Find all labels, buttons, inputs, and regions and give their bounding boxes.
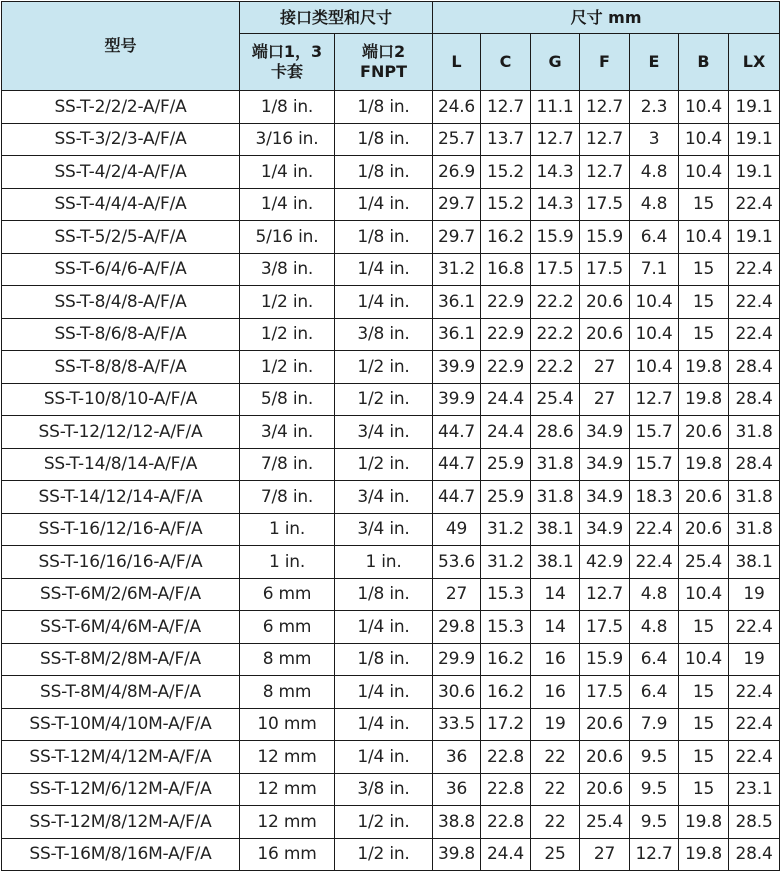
port2-cell: 3/4 in. (335, 416, 433, 449)
dim-e-cell: 7.1 (630, 253, 679, 286)
port1-cell: 3/8 in. (240, 253, 335, 286)
dim-g-cell: 28.6 (531, 416, 580, 449)
model-cell: SS-T-8M/4/8M-A/F/A (2, 676, 240, 709)
dim-b-cell: 19.8 (679, 351, 729, 384)
model-cell: SS-T-14/8/14-A/F/A (2, 448, 240, 481)
header-dim-g: G (531, 34, 580, 91)
dim-lx-cell: 19 (729, 643, 780, 676)
dim-c-cell: 16.2 (481, 643, 531, 676)
model-cell: SS-T-8M/2/8M-A/F/A (2, 643, 240, 676)
dim-lx-cell: 28.5 (729, 806, 780, 839)
port1-cell: 8 mm (240, 676, 335, 709)
model-cell: SS-T-8/6/8-A/F/A (2, 318, 240, 351)
dim-e-cell: 9.5 (630, 806, 679, 839)
dim-c-cell: 13.7 (481, 123, 531, 156)
dim-l-cell: 26.9 (433, 156, 481, 189)
dim-l-cell: 53.6 (433, 546, 481, 579)
port2-cell: 1/4 in. (335, 253, 433, 286)
dim-c-cell: 22.8 (481, 773, 531, 806)
dim-g-cell: 15.9 (531, 221, 580, 254)
model-cell: SS-T-6/4/6-A/F/A (2, 253, 240, 286)
port1-cell: 1/2 in. (240, 286, 335, 319)
dim-g-cell: 31.8 (531, 481, 580, 514)
table-row (2, 773, 780, 806)
dim-e-cell: 2.3 (630, 91, 679, 124)
port2-cell: 3/8 in. (335, 318, 433, 351)
port1-cell: 5/8 in. (240, 383, 335, 416)
table-row (2, 156, 780, 189)
dim-b-cell: 15 (679, 188, 729, 221)
dim-lx-cell: 19.1 (729, 221, 780, 254)
port1-cell: 1/4 in. (240, 188, 335, 221)
dim-c-cell: 17.2 (481, 708, 531, 741)
table-row (2, 643, 780, 676)
dim-f-cell: 34.9 (580, 416, 630, 449)
dim-f-cell: 17.5 (580, 188, 630, 221)
header-dim-b: B (679, 34, 729, 91)
port2-cell: 1/4 in. (335, 676, 433, 709)
dim-c-cell: 22.8 (481, 806, 531, 839)
dim-g-cell: 38.1 (531, 513, 580, 546)
port2-cell: 1/2 in. (335, 383, 433, 416)
port1-cell: 12 mm (240, 741, 335, 774)
dim-g-cell: 16 (531, 643, 580, 676)
dim-l-cell: 44.7 (433, 416, 481, 449)
dim-e-cell: 22.4 (630, 546, 679, 579)
dim-g-cell: 22.2 (531, 351, 580, 384)
dim-g-cell: 31.8 (531, 448, 580, 481)
dim-lx-cell: 28.4 (729, 383, 780, 416)
dim-f-cell: 17.5 (580, 611, 630, 644)
dim-f-cell: 25.4 (580, 806, 630, 839)
port2-cell: 1/4 in. (335, 286, 433, 319)
header-dim-l: L (433, 34, 481, 91)
port2-cell: 1/4 in. (335, 708, 433, 741)
dim-l-cell: 44.7 (433, 481, 481, 514)
dim-g-cell: 25.4 (531, 383, 580, 416)
port2-cell: 1/2 in. (335, 351, 433, 384)
dim-l-cell: 31.2 (433, 253, 481, 286)
dim-f-cell: 15.9 (580, 643, 630, 676)
dim-f-cell: 42.9 (580, 546, 630, 579)
dim-b-cell: 25.4 (679, 546, 729, 579)
dim-l-cell: 39.8 (433, 838, 481, 871)
port1-cell: 16 mm (240, 838, 335, 871)
port1-cell: 1 in. (240, 546, 335, 579)
dim-l-cell: 27 (433, 578, 481, 611)
port1-cell: 1/2 in. (240, 318, 335, 351)
dim-lx-cell: 22.4 (729, 708, 780, 741)
dim-e-cell: 12.7 (630, 838, 679, 871)
port1-cell: 8 mm (240, 643, 335, 676)
port1-cell: 12 mm (240, 773, 335, 806)
dim-e-cell: 9.5 (630, 773, 679, 806)
dim-e-cell: 6.4 (630, 676, 679, 709)
dim-f-cell: 20.6 (580, 708, 630, 741)
dim-c-cell: 12.7 (481, 91, 531, 124)
dim-l-cell: 36 (433, 773, 481, 806)
port2-cell: 1/2 in. (335, 806, 433, 839)
dim-lx-cell: 19 (729, 578, 780, 611)
model-cell: SS-T-16M/8/16M-A/F/A (2, 838, 240, 871)
dim-l-cell: 29.7 (433, 188, 481, 221)
dim-g-cell: 22.2 (531, 286, 580, 319)
dim-lx-cell: 23.1 (729, 773, 780, 806)
port1-cell: 3/16 in. (240, 123, 335, 156)
dim-lx-cell: 22.4 (729, 676, 780, 709)
dim-f-cell: 15.9 (580, 221, 630, 254)
port1-cell: 6 mm (240, 611, 335, 644)
port1-cell: 3/4 in. (240, 416, 335, 449)
model-cell: SS-T-8/4/8-A/F/A (2, 286, 240, 319)
table-row (2, 286, 780, 319)
dim-f-cell: 17.5 (580, 676, 630, 709)
dim-f-cell: 27 (580, 351, 630, 384)
dim-f-cell: 20.6 (580, 773, 630, 806)
dim-lx-cell: 28.4 (729, 838, 780, 871)
model-cell: SS-T-6M/4/6M-A/F/A (2, 611, 240, 644)
table-row (2, 708, 780, 741)
header-dim-f: F (580, 34, 630, 91)
model-cell: SS-T-4/2/4-A/F/A (2, 156, 240, 189)
dim-f-cell: 34.9 (580, 448, 630, 481)
dim-lx-cell: 22.4 (729, 253, 780, 286)
port2-cell: 1/8 in. (335, 91, 433, 124)
table-row (2, 416, 780, 449)
dim-e-cell: 12.7 (630, 383, 679, 416)
port1-cell: 7/8 in. (240, 481, 335, 514)
dim-g-cell: 25 (531, 838, 580, 871)
dim-e-cell: 9.5 (630, 741, 679, 774)
dim-e-cell: 4.8 (630, 156, 679, 189)
dim-c-cell: 15.2 (481, 156, 531, 189)
model-cell: SS-T-10/8/10-A/F/A (2, 383, 240, 416)
model-cell: SS-T-2/2/2-A/F/A (2, 91, 240, 124)
model-cell: SS-T-12M/4/12M-A/F/A (2, 741, 240, 774)
dim-e-cell: 22.4 (630, 513, 679, 546)
table-row (2, 611, 780, 644)
port1-cell: 1 in. (240, 513, 335, 546)
dim-lx-cell: 38.1 (729, 546, 780, 579)
port2-cell: 3/8 in. (335, 773, 433, 806)
dim-l-cell: 38.8 (433, 806, 481, 839)
dim-c-cell: 24.4 (481, 838, 531, 871)
dim-lx-cell: 22.4 (729, 188, 780, 221)
dim-f-cell: 12.7 (580, 578, 630, 611)
header-dim-lx: LX (729, 34, 780, 91)
dim-lx-cell: 22.4 (729, 318, 780, 351)
dim-lx-cell: 19.1 (729, 91, 780, 124)
model-cell: SS-T-12M/8/12M-A/F/A (2, 806, 240, 839)
header-dimension-group: 尺寸 mm (433, 2, 780, 34)
dim-lx-cell: 22.4 (729, 741, 780, 774)
dim-c-cell: 31.2 (481, 513, 531, 546)
dim-l-cell: 36.1 (433, 286, 481, 319)
dim-lx-cell: 28.4 (729, 448, 780, 481)
dim-c-cell: 25.9 (481, 448, 531, 481)
dim-l-cell: 29.9 (433, 643, 481, 676)
header-dim-c: C (481, 34, 531, 91)
dim-c-cell: 15.2 (481, 188, 531, 221)
table-row (2, 676, 780, 709)
dim-l-cell: 49 (433, 513, 481, 546)
dim-c-cell: 16.8 (481, 253, 531, 286)
dim-lx-cell: 31.8 (729, 513, 780, 546)
dim-g-cell: 14 (531, 611, 580, 644)
header-port1 (240, 34, 335, 91)
dim-b-cell: 15 (679, 318, 729, 351)
dim-f-cell: 12.7 (580, 91, 630, 124)
table-row (2, 221, 780, 254)
dim-b-cell: 19.8 (679, 383, 729, 416)
port2-cell: 1/4 in. (335, 741, 433, 774)
header-port-group: 接口类型和尺寸 (240, 2, 433, 34)
dim-b-cell: 10.4 (679, 91, 729, 124)
table-row (2, 253, 780, 286)
dim-c-cell: 25.9 (481, 481, 531, 514)
dim-g-cell: 22 (531, 741, 580, 774)
port2-cell: 1/8 in. (335, 221, 433, 254)
port2-cell: 3/4 in. (335, 481, 433, 514)
dim-b-cell: 15 (679, 253, 729, 286)
port1-cell: 1/2 in. (240, 351, 335, 384)
dim-e-cell: 7.9 (630, 708, 679, 741)
dim-e-cell: 6.4 (630, 221, 679, 254)
dim-g-cell: 38.1 (531, 546, 580, 579)
dim-g-cell: 19 (531, 708, 580, 741)
dim-lx-cell: 19.1 (729, 123, 780, 156)
dim-b-cell: 20.6 (679, 416, 729, 449)
port2-cell: 1/2 in. (335, 838, 433, 871)
dim-lx-cell: 22.4 (729, 611, 780, 644)
dim-lx-cell: 22.4 (729, 286, 780, 319)
table-row (2, 318, 780, 351)
dim-e-cell: 18.3 (630, 481, 679, 514)
dim-e-cell: 3 (630, 123, 679, 156)
dim-g-cell: 22 (531, 773, 580, 806)
dim-g-cell: 17.5 (531, 253, 580, 286)
table-body (2, 91, 780, 871)
model-cell: SS-T-16/16/16-A/F/A (2, 546, 240, 579)
dim-b-cell: 19.8 (679, 806, 729, 839)
dim-f-cell: 20.6 (580, 741, 630, 774)
port2-cell: 1/4 in. (335, 188, 433, 221)
dim-g-cell: 16 (531, 676, 580, 709)
port2-cell: 3/4 in. (335, 513, 433, 546)
model-cell: SS-T-16/12/16-A/F/A (2, 513, 240, 546)
model-cell: SS-T-12M/6/12M-A/F/A (2, 773, 240, 806)
dim-f-cell: 27 (580, 838, 630, 871)
dim-e-cell: 15.7 (630, 448, 679, 481)
dim-l-cell: 29.7 (433, 221, 481, 254)
dim-c-cell: 22.9 (481, 318, 531, 351)
dim-b-cell: 10.4 (679, 578, 729, 611)
dim-f-cell: 34.9 (580, 481, 630, 514)
dim-l-cell: 25.7 (433, 123, 481, 156)
dim-b-cell: 10.4 (679, 221, 729, 254)
dim-lx-cell: 31.8 (729, 416, 780, 449)
table-row (2, 188, 780, 221)
port1-cell: 5/16 in. (240, 221, 335, 254)
dim-g-cell: 22 (531, 806, 580, 839)
dim-g-cell: 14 (531, 578, 580, 611)
dim-lx-cell: 31.8 (729, 481, 780, 514)
dim-b-cell: 10.4 (679, 156, 729, 189)
dim-b-cell: 10.4 (679, 643, 729, 676)
port2-cell: 1/8 in. (335, 156, 433, 189)
model-cell: SS-T-5/2/5-A/F/A (2, 221, 240, 254)
dim-b-cell: 15 (679, 611, 729, 644)
port2-cell: 1/8 in. (335, 643, 433, 676)
table-row (2, 578, 780, 611)
dim-l-cell: 36 (433, 741, 481, 774)
header-port2 (335, 34, 433, 91)
port1-cell: 7/8 in. (240, 448, 335, 481)
dim-g-cell: 12.7 (531, 123, 580, 156)
dim-lx-cell: 19.1 (729, 156, 780, 189)
dim-c-cell: 15.3 (481, 578, 531, 611)
header-model: 型号 (2, 2, 240, 91)
header-port1-line2: 卡套 (270, 62, 303, 81)
dim-b-cell: 15 (679, 708, 729, 741)
dim-e-cell: 10.4 (630, 351, 679, 384)
port2-cell: 1/2 in. (335, 448, 433, 481)
dim-f-cell: 20.6 (580, 286, 630, 319)
table-row (2, 351, 780, 384)
table-row (2, 806, 780, 839)
dim-f-cell: 20.6 (580, 318, 630, 351)
table-row (2, 838, 780, 871)
model-cell: SS-T-4/4/4-A/F/A (2, 188, 240, 221)
dim-b-cell: 19.8 (679, 448, 729, 481)
header-dim-e: E (630, 34, 679, 91)
dim-f-cell: 12.7 (580, 123, 630, 156)
dim-b-cell: 15 (679, 286, 729, 319)
dim-c-cell: 31.2 (481, 546, 531, 579)
dim-g-cell: 14.3 (531, 156, 580, 189)
dim-e-cell: 6.4 (630, 643, 679, 676)
dim-g-cell: 14.3 (531, 188, 580, 221)
header-port2-line1: 端口2 (361, 42, 406, 61)
dim-e-cell: 4.8 (630, 578, 679, 611)
dim-c-cell: 22.9 (481, 351, 531, 384)
dim-l-cell: 39.9 (433, 351, 481, 384)
port1-cell: 6 mm (240, 578, 335, 611)
dim-f-cell: 12.7 (580, 156, 630, 189)
model-cell: SS-T-14/12/14-A/F/A (2, 481, 240, 514)
dim-b-cell: 15 (679, 741, 729, 774)
table-row (2, 741, 780, 774)
header-port2-line2: FNPT (360, 62, 407, 81)
dim-l-cell: 44.7 (433, 448, 481, 481)
model-cell: SS-T-12/12/12-A/F/A (2, 416, 240, 449)
dim-l-cell: 29.8 (433, 611, 481, 644)
table-header (2, 2, 780, 91)
dim-c-cell: 24.4 (481, 383, 531, 416)
table-row (2, 481, 780, 514)
dim-l-cell: 24.6 (433, 91, 481, 124)
header-port1-line1: 端口1，3 (251, 42, 323, 61)
dim-c-cell: 16.2 (481, 221, 531, 254)
port1-cell: 10 mm (240, 708, 335, 741)
dim-b-cell: 19.8 (679, 838, 729, 871)
dim-c-cell: 16.2 (481, 676, 531, 709)
model-cell: SS-T-6M/2/6M-A/F/A (2, 578, 240, 611)
model-cell: SS-T-8/8/8-A/F/A (2, 351, 240, 384)
dim-b-cell: 20.6 (679, 481, 729, 514)
port2-cell: 1 in. (335, 546, 433, 579)
dim-e-cell: 10.4 (630, 318, 679, 351)
dim-b-cell: 15 (679, 773, 729, 806)
table-row (2, 546, 780, 579)
dim-e-cell: 4.8 (630, 188, 679, 221)
dim-c-cell: 22.8 (481, 741, 531, 774)
dim-e-cell: 15.7 (630, 416, 679, 449)
dim-l-cell: 36.1 (433, 318, 481, 351)
dim-b-cell: 15 (679, 676, 729, 709)
dim-c-cell: 22.9 (481, 286, 531, 319)
spec-table (1, 1, 780, 871)
table-row (2, 448, 780, 481)
dim-g-cell: 22.2 (531, 318, 580, 351)
dim-e-cell: 4.8 (630, 611, 679, 644)
dim-b-cell: 20.6 (679, 513, 729, 546)
port2-cell: 1/8 in. (335, 123, 433, 156)
table-row (2, 91, 780, 124)
dim-l-cell: 39.9 (433, 383, 481, 416)
dim-lx-cell: 28.4 (729, 351, 780, 384)
table-row (2, 513, 780, 546)
model-cell: SS-T-3/2/3-A/F/A (2, 123, 240, 156)
port1-cell: 1/8 in. (240, 91, 335, 124)
dim-c-cell: 24.4 (481, 416, 531, 449)
dim-f-cell: 34.9 (580, 513, 630, 546)
dim-l-cell: 33.5 (433, 708, 481, 741)
port1-cell: 1/4 in. (240, 156, 335, 189)
table-row (2, 383, 780, 416)
port2-cell: 1/8 in. (335, 578, 433, 611)
dim-g-cell: 11.1 (531, 91, 580, 124)
dim-l-cell: 30.6 (433, 676, 481, 709)
dim-b-cell: 10.4 (679, 123, 729, 156)
model-cell: SS-T-10M/4/10M-A/F/A (2, 708, 240, 741)
dim-c-cell: 15.3 (481, 611, 531, 644)
dim-e-cell: 10.4 (630, 286, 679, 319)
table-row (2, 123, 780, 156)
dim-f-cell: 27 (580, 383, 630, 416)
port1-cell: 12 mm (240, 806, 335, 839)
dim-f-cell: 17.5 (580, 253, 630, 286)
port2-cell: 1/4 in. (335, 611, 433, 644)
